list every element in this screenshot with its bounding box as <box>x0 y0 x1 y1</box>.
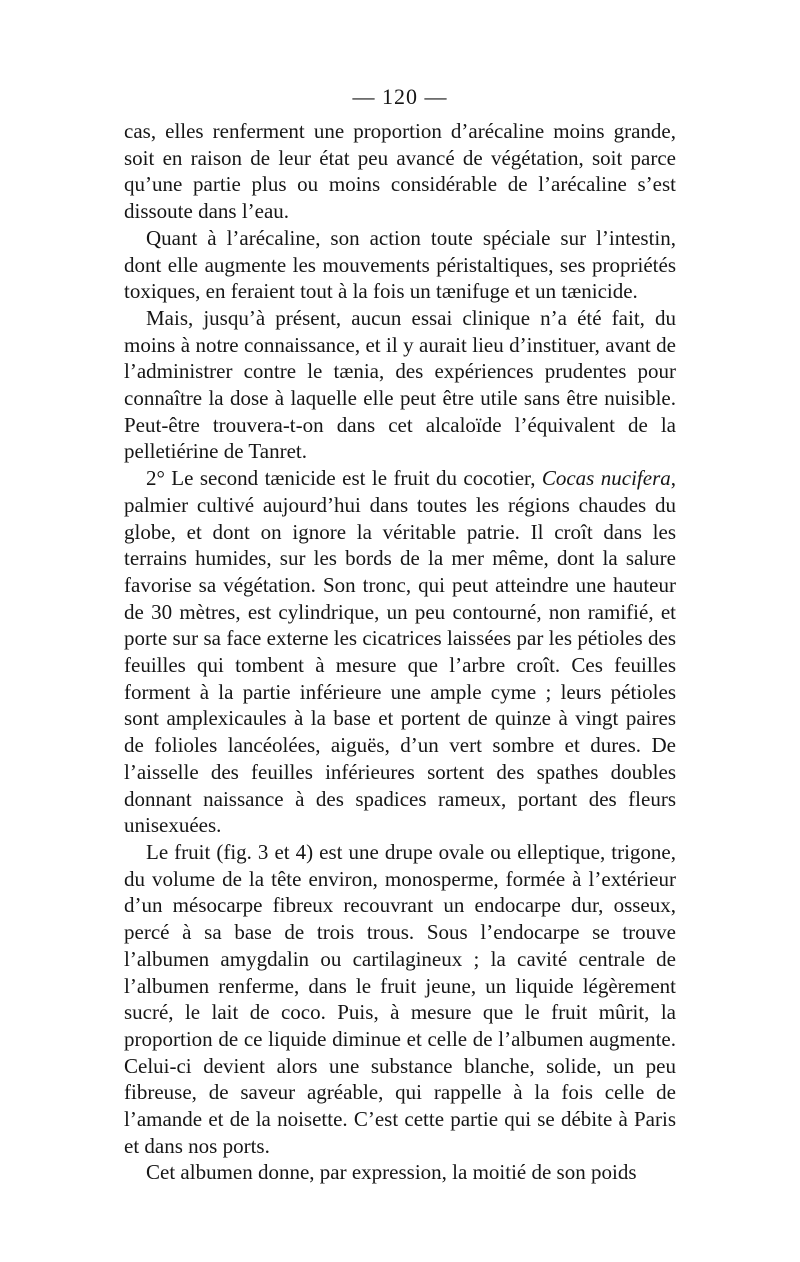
paragraph-clinical-trial: Mais, jusqu’à présent, aucun essai clinique n’a été fait, du moins à notre connaissance, et il y aurait lieu d’instituer, avant de l’administrer contre le tænia, des expériences prudentes pour connaître la dose à laquelle elle peut être utile sans être nuisible. Peut-être trouvera-t-on dans cet alcaloïde l’équivalent de la pelletiérine de Tanret. <box>124 305 676 464</box>
page-number: — 120 — <box>352 84 448 109</box>
paragraph-cocotier <box>124 465 676 839</box>
paragraph-continuation: cas, elles renferment une proportion d’arécaline moins grande, soit en raison de leur état peu avancé de végétation, soit parce qu’une partie plus ou moins considérable de l’arécaline s’est dissoute dans l’eau. <box>124 119 676 224</box>
paragraph-arecaline-action: Quant à l’arécaline, son action toute spéciale sur l’intestin, dont elle augmente les mouvements péristaltiques, ses propriétés toxiques, en feraient tout à la fois un tænifuge et un tænicide. <box>124 225 676 304</box>
body-text <box>124 118 676 1186</box>
paragraph-cocotier-rest: , palmier cultivé aujourd’hui dans toutes les régions chaudes du globe, et dont on ignore la véritable patrie. Il croît dans les terrains humides, sur les bords de la mer même, dont la salure favorise sa végétation. Son tronc, qui peut atteindre une hauteur de 30 mètres, est cylindrique, un peu contourné, non ramifié, et porte sur sa face externe les cicatrices laissées par les pétioles des feuilles qui tombent à mesure que l’arbre croît. Ces feuilles forment à la partie inférieure une ample cyme ; leurs pétioles sont amplexicaules à la base et portent de quinze à vingt paires de folioles lancéolées, aiguës, d’un vert sombre et dures. De l’aisselle des feuilles inférieures sortent des spathes doubles donnant naissance à des spadices rameux, portant des fleurs unisexuées. <box>124 466 677 838</box>
paragraph-albumen: Cet albumen donne, par expression, la moitié de son poids <box>146 1160 637 1185</box>
paragraph-fruit-description: Le fruit (fig. 3 et 4) est une drupe ovale ou elleptique, trigone, du volume de la tête environ, monosperme, formée à l’extérieur d’un mésocarpe fibreux recouvrant un endocarpe dur, osseux, percé à sa base de trois trous. Sous l’endocarpe se trouve l’albumen amygdalin ou cartilagineux ; la cavité centrale de l’albumen renferme, dans le fruit jeune, un liquide légèrement sucré, le lait de coco. Puis, à mesure que le fruit mûrit, la proportion de ce liquide diminue et celle de l’albumen augmente. Celui-ci devient alors une substance blanche, solide, un peu fibreuse, de saveur agréable, qui rappelle à la fois celle de l’amande et de la noisette. C’est cette partie qui se débite à Paris et dans nos ports. <box>124 839 676 1158</box>
species-name: Cocas nucifera <box>541 466 671 491</box>
paragraph-cocotier-start: 2° Le second tænicide est le fruit du cocotier, <box>146 466 542 491</box>
